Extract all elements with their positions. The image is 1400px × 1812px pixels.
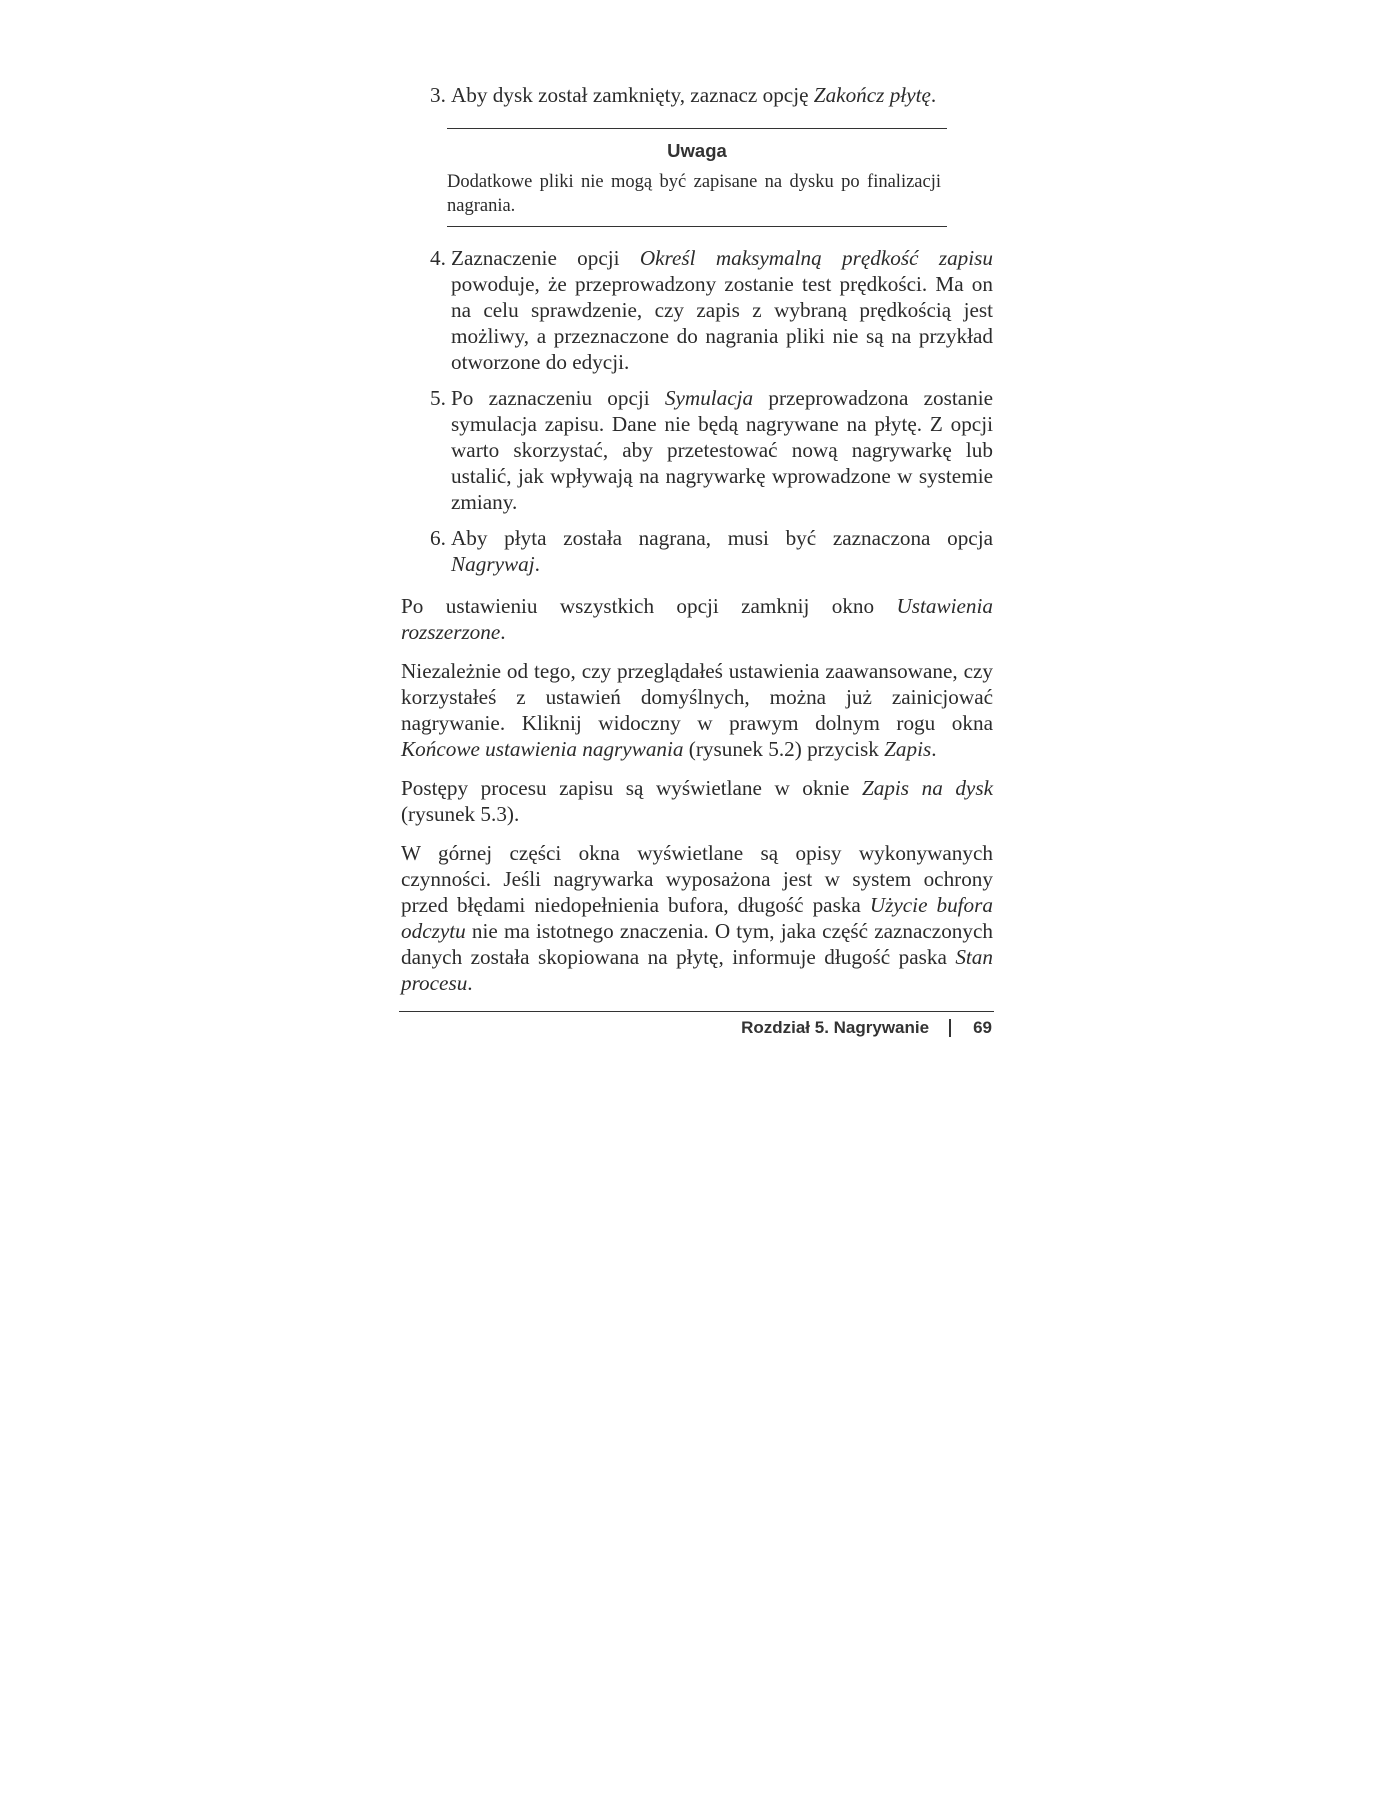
list-number: 4. bbox=[430, 246, 446, 270]
footer-content bbox=[741, 1018, 992, 1038]
page-footer bbox=[399, 1011, 994, 1046]
list-text: Po zaznaczeniu opcji Symulacja przeprowadzona zostanie symulacja zapisu. Dane nie będą nagrywane na płytę. Z opcji warto skorzystać, aby przetestować nową nagrywarkę lub ustalić, jak wpływają na nagrywarkę wprowadzone w systemie zmiany. bbox=[451, 386, 993, 514]
list-text: Aby płyta została nagrana, musi być zaznaczona opcja Nagrywaj. bbox=[451, 526, 993, 576]
bar-name: Użycie bufora odczytu bbox=[401, 893, 993, 943]
chapter-title: Rozdział 5. Nagrywanie bbox=[741, 1018, 930, 1037]
option-name: Nagrywaj bbox=[451, 552, 535, 576]
option-name: Symulacja bbox=[664, 386, 754, 410]
note-box bbox=[447, 128, 947, 227]
note-title: Uwaga bbox=[667, 140, 727, 161]
option-name: Zakończ płytę bbox=[813, 83, 931, 107]
footer-separator bbox=[949, 1019, 951, 1037]
list-item-5 bbox=[430, 385, 993, 515]
paragraph: W górnej części okna wyświetlane są opisy wykonywanych czynności. Jeśli nagrywarka wyposażona jest w system ochrony przed błędami niedopełnienia bufora, długość paska Użycie bufora odczytu nie ma istotnego znaczenia. O tym, jaka część zaznaczonych danych została skopiowana na płytę, informuje długość paska Stan procesu. bbox=[401, 841, 993, 995]
list-item-3 bbox=[430, 82, 993, 108]
button-name: Zapis bbox=[884, 737, 932, 761]
paragraph: Postępy procesu zapisu są wyświetlane w oknie Zapis na dysk (rysunek 5.3). bbox=[401, 776, 993, 826]
list-item-6 bbox=[430, 525, 993, 577]
page-content bbox=[401, 82, 993, 996]
list-number: 6. bbox=[430, 526, 446, 550]
window-name: Końcowe ustawienia nagrywania bbox=[401, 737, 684, 761]
bar-name: Stan procesu bbox=[401, 945, 993, 995]
window-name: Ustawienia rozszerzone bbox=[401, 594, 993, 644]
list-number: 5. bbox=[430, 386, 446, 410]
list-item-4 bbox=[430, 245, 993, 375]
page-number: 69 bbox=[973, 1018, 992, 1037]
note-text: Dodatkowe pliki nie mogą być zapisane na dysku po finalizacji nagrania. bbox=[447, 172, 941, 216]
list-text: Aby dysk został zamknięty, zaznacz opcję Zakończ płytę. bbox=[451, 83, 937, 107]
list-number: 3. bbox=[430, 83, 446, 107]
paragraph: Niezależnie od tego, czy przeglądałeś ustawienia zaawansowane, czy korzystałeś z ustawień domyślnych, można już zainicjować nagrywanie. Kliknij widoczny w prawym dolnym rogu okna Końcowe ustawienia nagrywania (rysunek 5.2) przycisk Zapis. bbox=[401, 659, 993, 761]
option-name: Określ maksymalną prędkość zapisu bbox=[639, 246, 993, 270]
window-name: Zapis na dysk bbox=[861, 776, 993, 800]
paragraph: Po ustawieniu wszystkich opcji zamknij okno Ustawienia rozszerzone. bbox=[401, 594, 993, 644]
list-text: Zaznaczenie opcji Określ maksymalną prędkość zapisu powoduje, że przeprowadzony zostanie test prędkości. Ma on na celu sprawdzenie, czy zapis z wybraną prędkością jest możliwy, a przeznaczone do nagrania pliki nie są na przykład otworzone do edycji. bbox=[451, 246, 993, 374]
